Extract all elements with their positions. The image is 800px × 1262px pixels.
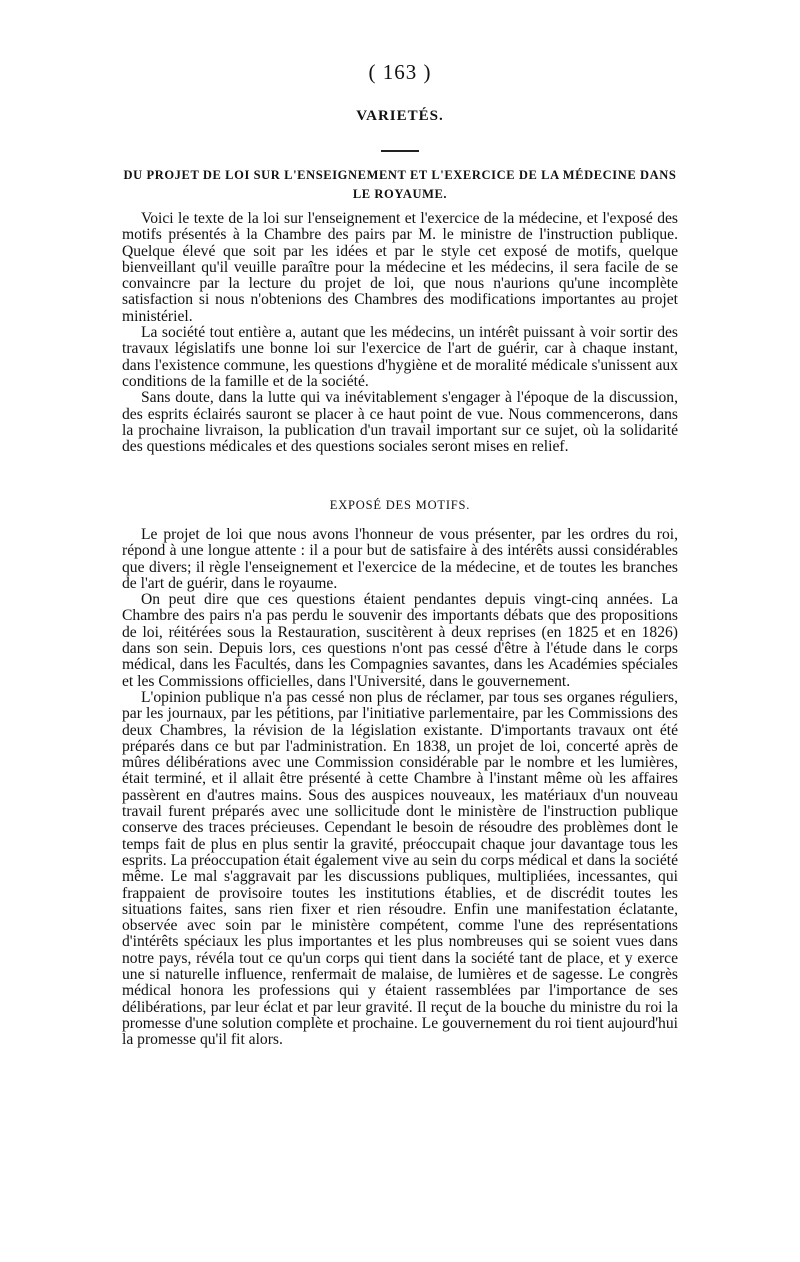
expose-paragraph: On peut dire que ces questions étaient pendantes depuis vingt-cinq années. La Chambre des pairs n'a pas perdu le souvenir des importants débats que des propositions de loi, réitérées sous la Restauration, suscitèrent à deux reprises (en 1825 et en 1826) dans son sein. Depuis lors, ces questions n'ont pas cessé d'être à l'étude dans le corps médical, dans les Facultés, dans les Compagnies savantes, dans les Académies spéciales et les Commissions officielles, dans l'Université, dans le gouvernement. [122,591,678,690]
expose-text [122,527,678,1049]
expose-paragraph: Le projet de loi que nous avons l'honneur de vous présenter, par les ordres du roi, répond à une longue attente : il a pour but de satisfaire à des intérêts aussi considérables que divers; il règle l'enseignement et l'exercice de la médecine, et de toutes les branches de l'art de guérir, dans le royaume. [122,526,678,592]
article-heading: DU PROJET DE LOI SUR L'ENSEIGNEMENT ET L'EXERCICE DE LA MÉDECINE DANS LE ROYAUME. [123,168,677,201]
intro-text [122,211,678,455]
subheading-expose: EXPOSÉ DES MOTIFS. [329,498,471,512]
intro-paragraph: La société tout entière a, autant que les médecins, un intérêt puissant à voir sortir des travaux législatifs une bonne loi sur l'exercice de l'art de guérir, car à chaque instant, dans l'existence commune, les questions d'hygiène et de moralité médicale s'unissent aux conditions de la famille et de la société. [122,324,678,390]
intro-paragraph: Voici le texte de la loi sur l'enseignement et l'exercice de la médecine, et l'exposé des motifs présentés à la Chambre des pairs par M. le ministre de l'instruction publique. Quelque élevé que soit par les idées et par le style cet exposé de motifs, quelque bienveillant qu'il veuille paraître pour la médecine et les médecins, il sera facile de se convaincre par la lecture du projet de loi, que nous n'aurions qu'une incomplète satisfaction si nous n'obtenions des Chambres des modifications importantes au projet ministériel. [122,210,678,325]
page-number: ( 163 ) [368,60,432,84]
title-divider [381,150,419,152]
section-title: VARIETÉS. [356,108,444,124]
expose-paragraph: L'opinion publique n'a pas cessé non plus de réclamer, par tous ses organes réguliers, par les journaux, par les pétitions, par l'initiative parlementaire, par les Commissions des deux Chambres, la révision de la législation existante. D'importants travaux ont été préparés dans ce but par l'administration. En 1838, un projet de loi, concerté après de mûres délibérations avec une Commission considérable par le nombre et les lumières, était terminé, et il allait être présenté à cette Chambre à l'instant même où les affaires passèrent en d'autres mains. Sous des auspices nouveaux, les matériaux d'un nouveau travail furent préparés avec une sollicitude dont le ministère de l'instruction publique conserve des traces précieuses. Cependant le besoin de résoudre des problèmes dont le temps fait de plus en plus sentir la gravité, préoccupait chaque jour davantage tous les esprits. La préoccupation était également vive au sein du corps médical et dans la société même. Le mal s'aggravait par les discussions publiques, multipliées, incessantes, qui frappaient de provisoire toutes les institutions établies, et de discrédit toutes les situations faites, sans rien fixer et rien résoudre. Enfin une manifestation éclatante, observée avec soin par le ministère compétent, comme l'une des représentations d'intérêts spéciaux les plus importantes et les plus nombreuses qui se soient vues dans notre pays, révéla tout ce qu'un corps qui tient dans la société tant de place, et y exerce une si naturelle influence, renfermait de malaise, de lumières et de sagesse. Le congrès médical honora les professions qui y étaient rassemblées par l'importance de ses délibérations, par leur éclat et par leur gravité. Il reçut de la bouche du ministre du roi la promesse d'une solution complète et prochaine. Le gouvernement du roi tient aujourd'hui la promesse qu'il fit alors. [122,688,678,1049]
intro-paragraph: Sans doute, dans la lutte qui va inévitablement s'engager à l'époque de la discussion, des esprits éclairés sauront se placer à ce haut point de vue. Nous commencerons, dans la prochaine livraison, la publication d'un travail important sur ce sujet, où la solidarité des questions médicales et des questions sociales seront mises en relief. [122,389,678,456]
